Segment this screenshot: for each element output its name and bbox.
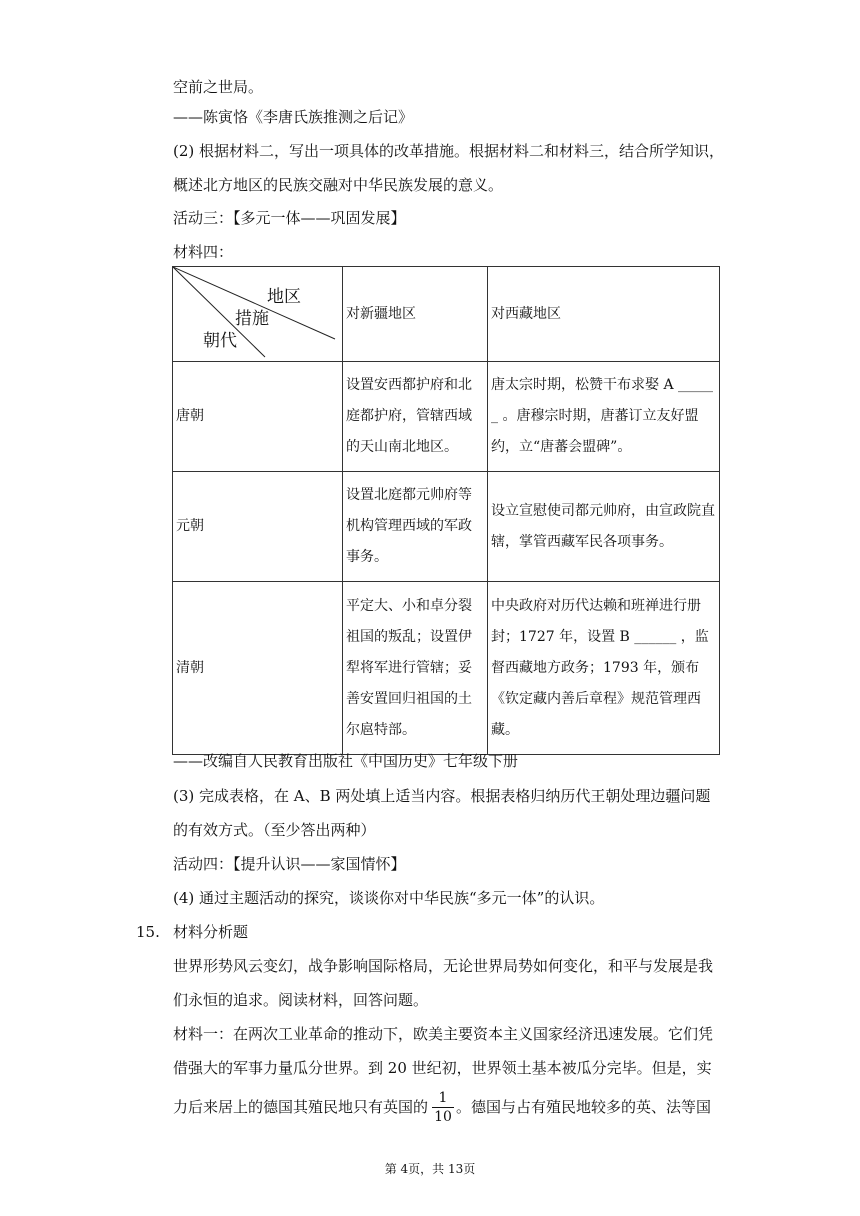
table-row [173, 362, 720, 472]
table-header-row [173, 267, 720, 362]
question-15-number: 15. [136, 923, 160, 941]
fraction-one-tenth [432, 1090, 454, 1125]
question-2-line1: (2) 根据材料二，写出一项具体的改革措施。根据材料二和材料三，结合所学知识， [173, 142, 725, 160]
paragraph-line: 们永恒的追求。阅读材料，回答问题。 [173, 991, 429, 1009]
tibet-cell: 唐太宗时期，松赞干布求娶 A ______ 。唐穆宗时期，唐蕃订立友好盟约，立“唐蕃会盟碑”。 [488, 362, 720, 472]
material-4-table [172, 266, 720, 755]
dynasty-cell: 唐朝 [173, 362, 343, 472]
fraction-denominator: 10 [434, 1109, 452, 1125]
material-4-label: 材料四： [173, 243, 234, 261]
table-row [173, 472, 720, 582]
tibet-cell: 设立宣慰使司都元帅府，由宣政院直辖，掌管西藏军民各项事务。 [488, 472, 720, 582]
table-row [173, 582, 720, 755]
header-region-label: 地区 [267, 287, 301, 307]
question-4: (4) 通过主题活动的探究，谈谈你对中华民族“多元一体”的认识。 [173, 889, 605, 907]
paragraph-line: 世界形势风云变幻，战争影响国际格局，无论世界局势如何变化，和平与发展是我 [173, 957, 714, 975]
xinjiang-cell: 平定大、小和卓分裂祖国的叛乱；设置伊犁将军进行管辖；妥善安置回归祖国的土尔扈特部。 [343, 582, 488, 755]
xinjiang-cell: 设置北庭都元帅府等机构管理西域的军政事务。 [343, 472, 488, 582]
fraction-numerator: 1 [438, 1090, 448, 1106]
paragraph-line-prefix: 力后来居上的德国其殖民地只有英国的 [173, 1098, 429, 1116]
fraction-bar [432, 1107, 454, 1108]
question-3-line2: 的有效方式。（至少答出两种） [173, 821, 376, 839]
tibet-cell: 中央政府对历代达赖和班禅进行册封；1727 年，设置 B ______ ，监督西藏地方政务；1793 年，颁布《钦定藏内善后章程》规范管理西藏。 [488, 582, 720, 755]
header-measure-label: 措施 [235, 309, 269, 329]
diagonal-header-cell [173, 267, 343, 362]
paragraph-line-suffix: 。德国与占有殖民地较多的英、法等国 [456, 1098, 712, 1116]
header-xinjiang: 对新疆地区 [343, 267, 488, 362]
header-tibet: 对西藏地区 [488, 267, 720, 362]
question-2-line2: 概述北方地区的民族交融对中华民族发展的意义。 [173, 176, 504, 194]
citation: ——陈寅恪《李唐氏族推测之后记》 [173, 108, 414, 126]
question-15-title: 材料分析题 [173, 923, 249, 941]
dynasty-cell: 清朝 [173, 582, 343, 755]
paragraph-line: 材料一：在两次工业革命的推动下，欧美主要资本主义国家经济迅速发展。它们凭 [173, 1025, 714, 1043]
activity-4-heading: 活动四：【提升认识——家国情怀】 [173, 855, 406, 873]
question-3-line1: (3) 完成表格，在 A、B 两处填上适当内容。根据表格归纳历代王朝处理边疆问题 [173, 787, 711, 805]
dynasty-cell: 元朝 [173, 472, 343, 582]
text-line: 空前之世局。 [173, 78, 264, 96]
activity-3-heading: 活动三：【多元一体——巩固发展】 [173, 209, 406, 227]
xinjiang-cell: 设置安西都护府和北庭都护府，管辖西域的天山南北地区。 [343, 362, 488, 472]
page-footer: 第 4页，共 13页 [384, 1162, 476, 1176]
header-dynasty-label: 朝代 [203, 331, 237, 351]
table-source: ——改编自人民教育出版社《中国历史》七年级下册 [173, 752, 519, 770]
paragraph-line: 借强大的军事力量瓜分世界。到 20 世纪初，世界领土基本被瓜分完毕。但是，实 [173, 1059, 712, 1077]
